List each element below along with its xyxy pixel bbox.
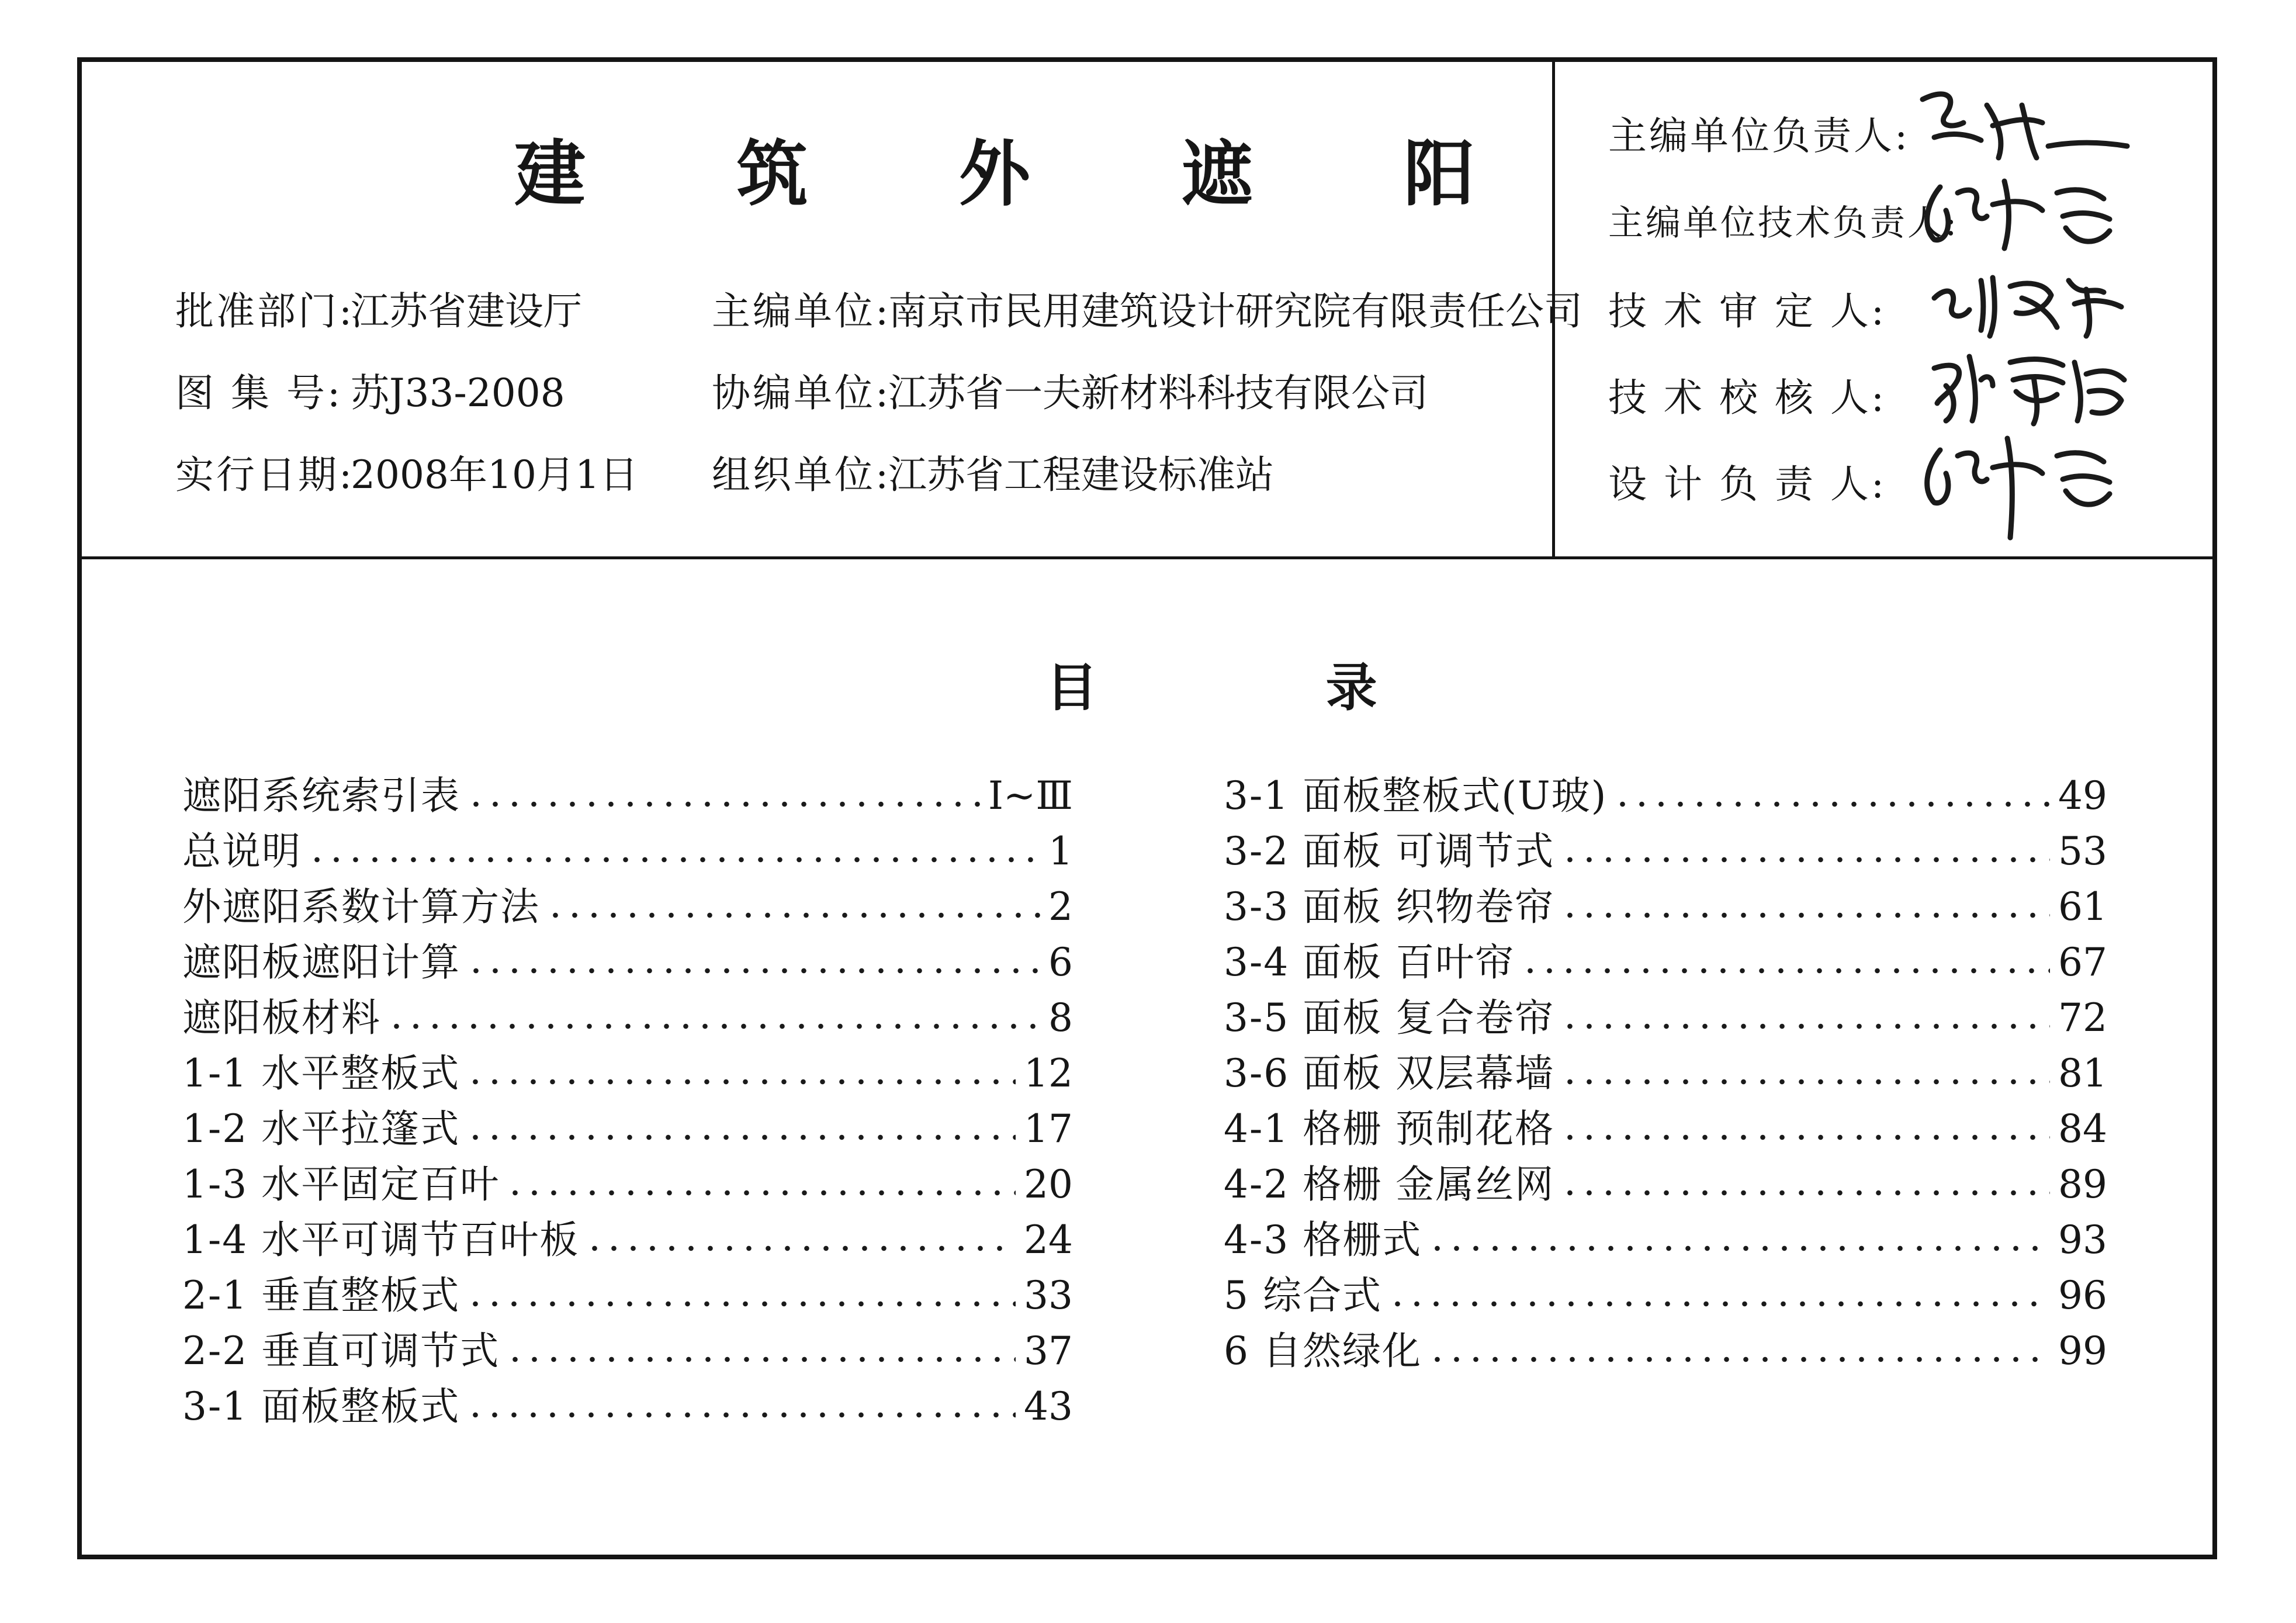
toc-entry bbox=[182, 1093, 1073, 1151]
toc-entry-label: 遮阳板材料 bbox=[182, 995, 381, 1040]
editor-value: 南京市民用建筑设计研究院有限责任公司 bbox=[888, 289, 1582, 334]
tech-approver-label: 技 术 审 定 人: bbox=[1608, 289, 1887, 334]
toc-dot-leader bbox=[466, 968, 1040, 974]
toc-entry-label: 3-4 面板 百叶帘 bbox=[1224, 940, 1515, 985]
toc-entry-label: 3-3 面板 织物卷帘 bbox=[1224, 884, 1555, 929]
toc-entry-label: 3-6 面板 双层幕墙 bbox=[1224, 1051, 1555, 1096]
toc-dot-leader bbox=[546, 912, 1040, 918]
toc-entry bbox=[182, 1371, 1073, 1429]
toc-dot-leader bbox=[505, 1356, 1016, 1362]
toc-dot-leader bbox=[1388, 1301, 2050, 1307]
toc-entry bbox=[1224, 982, 2107, 1040]
toc-entry-page: 84 bbox=[2058, 1106, 2107, 1151]
toc-dot-leader bbox=[505, 1190, 1016, 1196]
toc-dot-leader bbox=[466, 1134, 1016, 1140]
approver-label: 批准部门: bbox=[175, 289, 355, 334]
toc-entry-page: 43 bbox=[1024, 1384, 1073, 1429]
toc-entry-page: 89 bbox=[2058, 1162, 2107, 1207]
toc-dot-leader bbox=[466, 1412, 1016, 1418]
organizer-value: 江苏省工程建设标准站 bbox=[888, 452, 1274, 497]
atlas-no-label: 图 集 号: bbox=[175, 371, 343, 416]
toc-entry bbox=[182, 926, 1073, 985]
toc-entry-label: 1-3 水平固定百叶 bbox=[182, 1162, 500, 1207]
tech-checker-label: 技 术 校 核 人: bbox=[1608, 375, 1887, 420]
editor-label: 主编单位: bbox=[712, 289, 891, 334]
signature-chief-unit-head bbox=[1911, 82, 2133, 169]
toc-entry-page: 93 bbox=[2058, 1217, 2107, 1262]
toc-entry-label: 4-1 格栅 预制花格 bbox=[1224, 1106, 1555, 1151]
toc-entry-label: 1-4 水平可调节百叶板 bbox=[182, 1217, 580, 1262]
toc-entry-label: 2-2 垂直可调节式 bbox=[182, 1328, 500, 1373]
toc-entry bbox=[1224, 1315, 2107, 1371]
toc-entry-page: 20 bbox=[1024, 1162, 1073, 1207]
toc-entry bbox=[182, 1204, 1073, 1262]
toc-entry bbox=[182, 871, 1073, 929]
toc-entry-page: 24 bbox=[1024, 1217, 1073, 1262]
toc-dot-leader bbox=[1560, 1190, 2050, 1196]
toc-dot-leader bbox=[466, 1301, 1016, 1307]
toc-dot-leader bbox=[585, 1245, 1016, 1251]
toc-entry-page: 99 bbox=[2058, 1328, 2107, 1373]
toc-entry bbox=[182, 815, 1073, 874]
toc-dot-leader bbox=[1560, 1023, 2050, 1029]
toc-entry bbox=[1224, 926, 2107, 985]
toc-entry-label: 3-2 面板 可调节式 bbox=[1224, 829, 1555, 874]
toc-entry bbox=[1224, 871, 2107, 929]
signature-tech-checker bbox=[1928, 345, 2127, 427]
document-title: 建 筑 外 遮 阳 bbox=[514, 131, 1538, 216]
toc-entry-label: 3-5 面板 复合卷帘 bbox=[1224, 995, 1555, 1040]
toc-dot-leader bbox=[307, 857, 1040, 863]
toc-entry-page: 53 bbox=[2058, 829, 2107, 874]
header-divider bbox=[77, 556, 2217, 559]
toc-entry-page: 33 bbox=[1024, 1273, 1073, 1318]
toc-entry-page: 12 bbox=[1024, 1051, 1073, 1096]
toc-entry-label: 遮阳系统索引表 bbox=[182, 773, 460, 818]
toc-entry-label: 4-3 格栅式 bbox=[1224, 1217, 1422, 1262]
toc-entry-page: 1 bbox=[1048, 829, 1073, 874]
toc-entry bbox=[1224, 815, 2107, 874]
toc-entry bbox=[1224, 1259, 2107, 1318]
toc-dot-leader bbox=[466, 801, 980, 807]
toc-entry-page: Ⅰ~Ⅲ bbox=[988, 773, 1073, 818]
toc-entry-page: 72 bbox=[2058, 995, 2107, 1040]
toc-title: 目 录 bbox=[1046, 657, 1483, 718]
toc-entry bbox=[182, 1315, 1073, 1371]
toc-entry-label: 总说明 bbox=[182, 829, 302, 874]
toc-entry bbox=[182, 760, 1073, 818]
signature-design-head bbox=[1917, 427, 2127, 544]
toc-entry-page: 6 bbox=[1048, 940, 1073, 985]
toc-dot-leader bbox=[1560, 857, 2050, 863]
date-value: 2008年10月1日 bbox=[351, 452, 638, 497]
toc-dot-leader bbox=[1560, 1134, 2050, 1140]
design-head-label: 设 计 负 责 人: bbox=[1608, 462, 1887, 507]
co-editor-value: 江苏省一夫新材料科技有限公司 bbox=[888, 371, 1428, 416]
toc-entry-page: 49 bbox=[2058, 773, 2107, 818]
toc-dot-leader bbox=[1613, 801, 2050, 807]
toc-entry-label: 3-1 面板整板式(U玻) bbox=[1224, 773, 1608, 818]
toc-entry-page: 8 bbox=[1048, 995, 1073, 1040]
toc-dot-leader bbox=[1521, 968, 2050, 974]
toc-entry-page: 61 bbox=[2058, 884, 2107, 929]
toc-entry-page: 2 bbox=[1048, 884, 1073, 929]
toc-entry-label: 外遮阳系数计算方法 bbox=[182, 884, 540, 929]
toc-entry-label: 1-2 水平拉篷式 bbox=[182, 1106, 460, 1151]
toc-entry bbox=[182, 1259, 1073, 1318]
chief-tech-head-label: 主编单位技术负责人: bbox=[1608, 203, 1959, 244]
chief-unit-head-label: 主编单位负责人: bbox=[1608, 113, 1910, 158]
toc-entry bbox=[182, 1148, 1073, 1207]
toc-entry-page: 17 bbox=[1024, 1106, 1073, 1151]
toc-entry-label: 6 自然绿化 bbox=[1224, 1328, 1422, 1373]
signature-tech-approver bbox=[1928, 263, 2127, 339]
toc-dot-leader bbox=[1560, 912, 2050, 918]
toc-entry-label: 遮阳板遮阳计算 bbox=[182, 940, 460, 985]
toc-entry-label: 1-1 水平整板式 bbox=[182, 1051, 460, 1096]
date-label: 实行日期: bbox=[175, 452, 355, 497]
toc-entry-page: 37 bbox=[1024, 1328, 1073, 1373]
toc-entry-page: 81 bbox=[2058, 1051, 2107, 1096]
approver-value: 江苏省建设厅 bbox=[351, 289, 582, 334]
toc-entry bbox=[182, 982, 1073, 1040]
toc-entry-label: 4-2 格栅 金属丝网 bbox=[1224, 1162, 1555, 1207]
toc-entry bbox=[1224, 760, 2107, 818]
signature-chief-tech-head bbox=[1917, 169, 2121, 251]
toc-dot-leader bbox=[1428, 1356, 2050, 1362]
co-editor-label: 协编单位: bbox=[712, 371, 891, 416]
atlas-no-value: 苏J33-2008 bbox=[351, 371, 565, 416]
toc-entry bbox=[1224, 1093, 2107, 1151]
organizer-label: 组织单位: bbox=[712, 452, 891, 497]
toc-entry bbox=[1224, 1148, 2107, 1207]
toc-dot-leader bbox=[1428, 1245, 2050, 1251]
toc-left-column bbox=[182, 760, 1073, 1429]
toc-dot-leader bbox=[387, 1023, 1040, 1029]
toc-entry-page: 96 bbox=[2058, 1273, 2107, 1318]
toc-entry-label: 2-1 垂直整板式 bbox=[182, 1273, 460, 1318]
toc-dot-leader bbox=[466, 1079, 1016, 1085]
toc-entry bbox=[1224, 1204, 2107, 1262]
toc-entry-page: 67 bbox=[2058, 940, 2107, 985]
toc-right-column bbox=[1224, 760, 2107, 1371]
toc-entry-label: 5 综合式 bbox=[1224, 1273, 1382, 1318]
toc-entry bbox=[1224, 1037, 2107, 1096]
toc-dot-leader bbox=[1560, 1079, 2050, 1085]
toc-entry bbox=[182, 1037, 1073, 1096]
toc-entry-label: 3-1 面板整板式 bbox=[182, 1384, 460, 1429]
